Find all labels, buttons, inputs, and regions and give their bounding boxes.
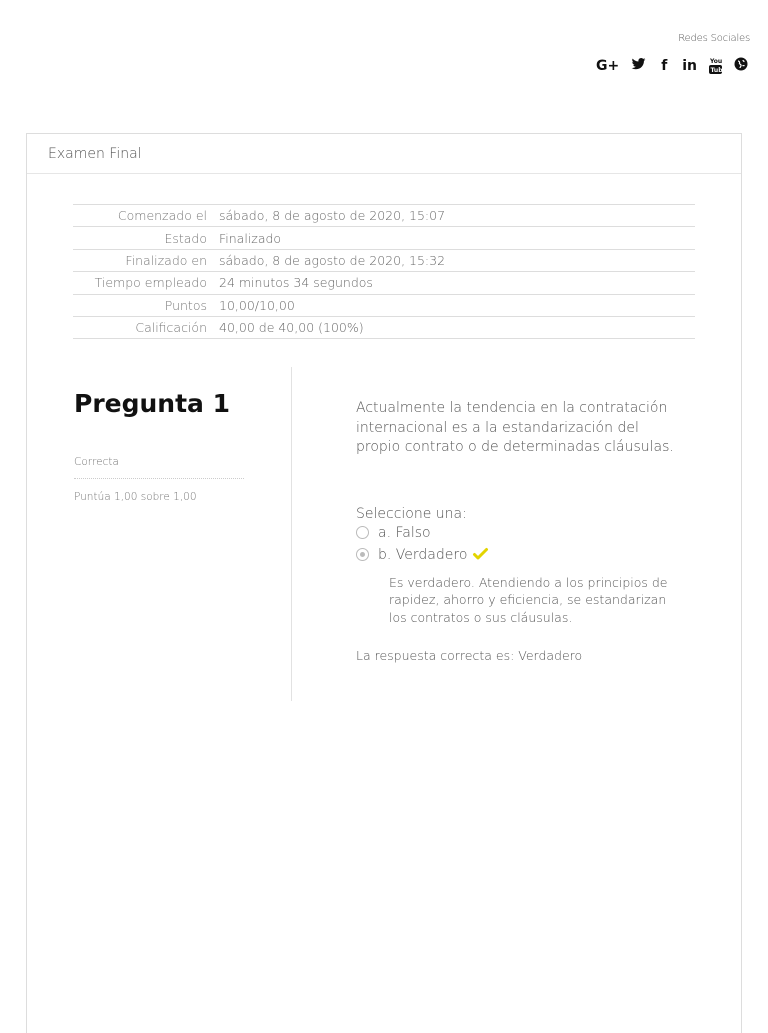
summary-value: Finalizado bbox=[219, 230, 282, 246]
table-row bbox=[73, 227, 695, 249]
summary-label: Comenzado el bbox=[117, 208, 207, 224]
question-state: Correcta bbox=[74, 456, 244, 479]
twitter-icon[interactable] bbox=[631, 57, 646, 75]
google-plus-icon[interactable]: G+ bbox=[596, 58, 620, 74]
summary-value: sábado, 8 de agosto de 2020, 15:32 bbox=[219, 252, 446, 268]
divider bbox=[291, 367, 292, 701]
summary-label: Puntos bbox=[164, 297, 207, 313]
answer-prompt: Seleccione una: bbox=[356, 505, 467, 522]
summary-label: Calificación bbox=[135, 320, 207, 336]
facebook-icon[interactable]: f bbox=[661, 58, 668, 74]
exam-title: Examen Final bbox=[27, 134, 741, 174]
exam-card bbox=[26, 133, 742, 1033]
social-caption: Redes Sociales bbox=[678, 33, 750, 44]
summary-value: 40,00 de 40,00 (100%) bbox=[219, 320, 364, 336]
social-icons bbox=[596, 57, 748, 75]
table-row bbox=[73, 316, 695, 338]
svg-text:You: You bbox=[710, 58, 723, 65]
summary-label: Estado bbox=[164, 230, 207, 246]
social-bar bbox=[0, 0, 768, 100]
summary-value: sábado, 8 de agosto de 2020, 15:07 bbox=[219, 208, 446, 224]
answer-option-a[interactable] bbox=[356, 522, 676, 544]
globe-icon[interactable] bbox=[734, 57, 748, 75]
question-title: Pregunta 1 bbox=[74, 389, 231, 418]
answer-feedback: Es verdadero. Atendiendo a los principios de rapidez, ahorro y eficiencia, se estandarizan los contratos o sus cláusulas. bbox=[389, 574, 668, 625]
answer-label: a. Falso bbox=[378, 524, 431, 541]
question-content bbox=[356, 399, 676, 663]
radio-button-checked[interactable] bbox=[356, 548, 369, 561]
svg-text:Tube: Tube bbox=[710, 67, 727, 75]
linkedin-icon[interactable]: in bbox=[682, 58, 697, 74]
table-row bbox=[73, 294, 695, 316]
youtube-icon[interactable] bbox=[709, 57, 727, 75]
summary-label: Tiempo empleado bbox=[94, 275, 207, 291]
summary-label: Finalizado en bbox=[125, 252, 207, 268]
answer-label: b. Verdadero bbox=[378, 546, 468, 563]
question-text: Actualmente la tendencia en la contratación internacional es a la estandarización del propio contrato o de determinadas cláusulas. bbox=[356, 400, 674, 455]
question-info bbox=[74, 369, 244, 503]
exam-summary-table bbox=[73, 204, 695, 339]
right-answer: La respuesta correcta es: Verdadero bbox=[356, 648, 583, 663]
answer-option-b[interactable] bbox=[356, 544, 676, 566]
table-row bbox=[73, 249, 695, 271]
table-row bbox=[73, 272, 695, 294]
question-grade: Puntúa 1,00 sobre 1,00 bbox=[74, 491, 197, 503]
summary-value: 24 minutos 34 segundos bbox=[219, 275, 373, 291]
summary-value: 10,00/10,00 bbox=[219, 297, 295, 313]
radio-button[interactable] bbox=[356, 526, 369, 539]
checkmark-icon bbox=[473, 548, 488, 564]
table-row bbox=[73, 205, 695, 227]
